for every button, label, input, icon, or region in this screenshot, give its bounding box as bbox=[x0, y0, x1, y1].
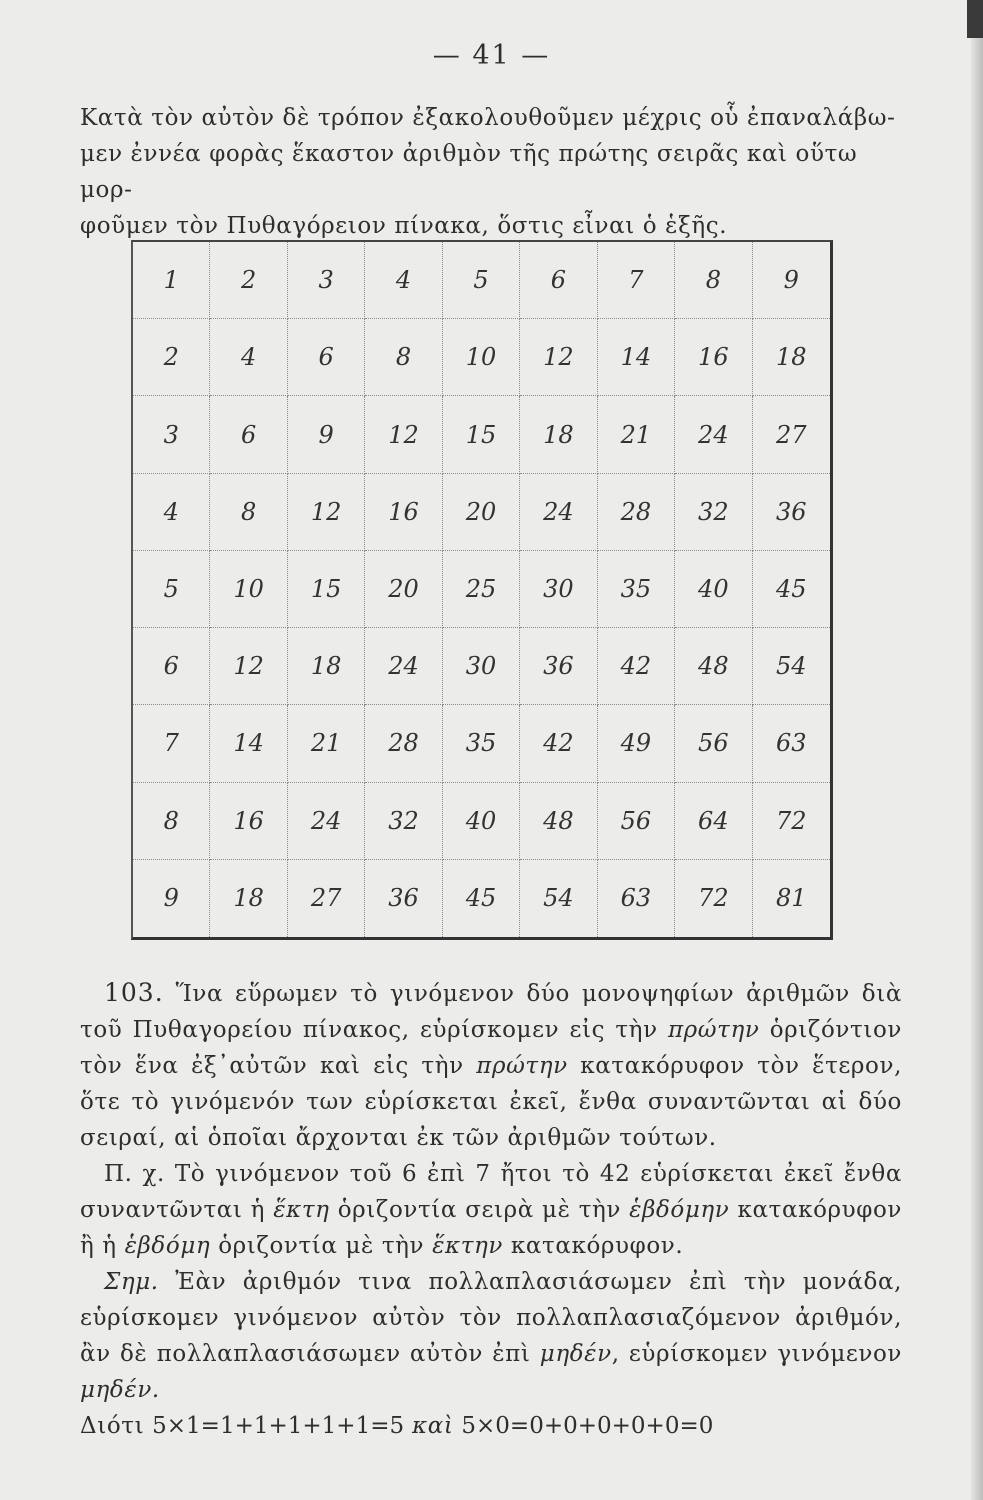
table-cell: 16 bbox=[210, 783, 287, 860]
text-run: κατακόρυφον τὸν ἕτερον, ὅτε τὸ γινόμενόν των εὑρίσκεται ἐκεῖ, ἔνθα συναντῶνται αἱ δύο σειραί, αἱ ὁποῖαι ἄρχονται ἐκ τῶν ἀριθμῶν τούτων. bbox=[80, 1053, 902, 1151]
table-cell: 24 bbox=[675, 396, 752, 473]
section-number: 103. bbox=[104, 978, 164, 1007]
table-cell: 8 bbox=[365, 319, 442, 396]
table-cell: 42 bbox=[598, 628, 675, 705]
table-cell: 2 bbox=[210, 242, 287, 319]
text-run: Ἵνα εὕρωμεν τὸ γινόμενον δύο μονοψηφίων ἀριθμῶν διὰ τοῦ Πυθαγορείου πίνακος, εὑρίσκομεν εἰς τὴν bbox=[80, 981, 902, 1043]
table-cell: 48 bbox=[675, 628, 752, 705]
table-cell: 42 bbox=[520, 705, 597, 782]
table-cell: 16 bbox=[365, 474, 442, 551]
table-cell: 40 bbox=[443, 783, 520, 860]
table-cell: 15 bbox=[288, 551, 365, 628]
table-cell: 72 bbox=[753, 783, 830, 860]
intro-paragraph bbox=[80, 100, 902, 244]
table-cell: 16 bbox=[675, 319, 752, 396]
table-cell: 40 bbox=[675, 551, 752, 628]
table-cell: 8 bbox=[210, 474, 287, 551]
text-run: , εὑρίσκομεν γινόμενον bbox=[611, 1341, 902, 1367]
table-cell: 7 bbox=[598, 242, 675, 319]
table-cell: 54 bbox=[520, 860, 597, 937]
table-cell: 25 bbox=[443, 551, 520, 628]
table-cell: 4 bbox=[210, 319, 287, 396]
table-cell: 9 bbox=[133, 860, 210, 937]
table-cell: 20 bbox=[365, 551, 442, 628]
table-cell: 35 bbox=[598, 551, 675, 628]
page-tab bbox=[967, 0, 983, 38]
table-cell: 6 bbox=[288, 319, 365, 396]
text-run: Π. χ. Τὸ γινόμενον τοῦ 6 ἐπὶ 7 ἤτοι τὸ 42 εὑρίσκεται ἐκεῖ ἔνθα συναντῶνται ἡ bbox=[80, 1161, 902, 1223]
text-run: ὁριζόντιον τὸν ἕνα ἐξ᾿αὐτῶν καὶ εἰς τὴν bbox=[80, 1017, 902, 1079]
emphasis-text: μηδέν. bbox=[80, 1377, 160, 1403]
table-cell: 32 bbox=[675, 474, 752, 551]
table-cell: 14 bbox=[210, 705, 287, 782]
section-103-paragraph bbox=[80, 975, 902, 1156]
table-cell: 5 bbox=[443, 242, 520, 319]
table-cell: 20 bbox=[443, 474, 520, 551]
table-cell: 45 bbox=[753, 551, 830, 628]
page-number: — 41 — bbox=[432, 40, 551, 71]
table-cell: 18 bbox=[288, 628, 365, 705]
table-cell: 14 bbox=[598, 319, 675, 396]
table-cell: 2 bbox=[133, 319, 210, 396]
emphasis-text: ἕκτην bbox=[432, 1233, 503, 1259]
table-cell: 6 bbox=[133, 628, 210, 705]
table-cell: 1 bbox=[133, 242, 210, 319]
intro-line: μεν ἐννέα φορὰς ἕκαστον ἀριθμὸν τῆς πρώτης σειρᾶς καὶ οὕτω μορ- bbox=[80, 141, 858, 203]
table-cell: 63 bbox=[598, 860, 675, 937]
table-cell: 45 bbox=[443, 860, 520, 937]
table-cell: 35 bbox=[443, 705, 520, 782]
table-cell: 12 bbox=[520, 319, 597, 396]
intro-line: Κατὰ τὸν αὐτὸν δὲ τρόπον ἐξακολουθοῦμεν μέχρις οὗ ἐπαναλάβω- bbox=[80, 105, 896, 131]
emphasis-text: ἑβδόμη bbox=[124, 1233, 211, 1259]
table-cell: 18 bbox=[520, 396, 597, 473]
table-cell: 36 bbox=[365, 860, 442, 937]
table-cell: 28 bbox=[598, 474, 675, 551]
table-cell: 30 bbox=[520, 551, 597, 628]
table-cell: 32 bbox=[365, 783, 442, 860]
text-run: κατακόρυφον ἢ ἡ bbox=[80, 1197, 902, 1259]
table-cell: 27 bbox=[753, 396, 830, 473]
note-paragraph bbox=[80, 1264, 902, 1408]
math-prefix: Διότι bbox=[80, 1413, 145, 1439]
table-cell: 30 bbox=[443, 628, 520, 705]
math-line bbox=[80, 1408, 902, 1444]
table-cell: 56 bbox=[675, 705, 752, 782]
emphasis-text: ἑβδόμην bbox=[629, 1197, 730, 1223]
emphasis-text: πρώτην bbox=[476, 1053, 568, 1079]
table-cell: 3 bbox=[133, 396, 210, 473]
table-cell: 6 bbox=[520, 242, 597, 319]
table-cell: 4 bbox=[365, 242, 442, 319]
table-cell: 6 bbox=[210, 396, 287, 473]
table-cell: 18 bbox=[753, 319, 830, 396]
table-cell: 64 bbox=[675, 783, 752, 860]
table-cell: 63 bbox=[753, 705, 830, 782]
example-paragraph bbox=[80, 1156, 902, 1264]
table-cell: 21 bbox=[598, 396, 675, 473]
table-cell: 49 bbox=[598, 705, 675, 782]
table-cell: 72 bbox=[675, 860, 752, 937]
text-run: Ἐὰν ἀριθμόν τινα πολλαπλασιάσωμεν ἐπὶ τὴν μονάδα, εὑρίσκομεν γινόμενον αὐτὸν τὸν πολλαπλασιαζόμενον ἀριθμόν, ἂν δὲ πολλαπλασιάσωμεν αὐτὸν ἐπὶ bbox=[80, 1269, 902, 1367]
intro-line: φοῦμεν τὸν Πυθαγόρειον πίνακα, ὅστις εἶναι ὁ ἑξῆς. bbox=[80, 213, 728, 239]
math-join: καὶ bbox=[412, 1413, 454, 1439]
table-cell: 28 bbox=[365, 705, 442, 782]
table-cell: 7 bbox=[133, 705, 210, 782]
table-cell: 21 bbox=[288, 705, 365, 782]
table-cell: 54 bbox=[753, 628, 830, 705]
math-expression: 5×1=1+1+1+1+1=5 bbox=[152, 1413, 405, 1439]
table-cell: 24 bbox=[520, 474, 597, 551]
table-cell: 27 bbox=[288, 860, 365, 937]
table-cell: 24 bbox=[365, 628, 442, 705]
table-cell: 9 bbox=[753, 242, 830, 319]
section-103 bbox=[80, 975, 902, 1444]
table-cell: 12 bbox=[288, 474, 365, 551]
table-cell: 8 bbox=[675, 242, 752, 319]
page-edge bbox=[971, 0, 983, 1500]
table-cell: 24 bbox=[288, 783, 365, 860]
table-cell: 12 bbox=[210, 628, 287, 705]
table-cell: 9 bbox=[288, 396, 365, 473]
math-expression: 5×0=0+0+0+0+0=0 bbox=[461, 1413, 714, 1439]
table-cell: 56 bbox=[598, 783, 675, 860]
table-cell: 10 bbox=[210, 551, 287, 628]
table-cell: 10 bbox=[443, 319, 520, 396]
table-cell: 81 bbox=[775, 884, 807, 913]
table-cell: 4 bbox=[133, 474, 210, 551]
emphasis-text: μηδέν bbox=[539, 1341, 612, 1367]
text-run: ὁριζοντία σειρὰ μὲ τὴν bbox=[337, 1197, 621, 1223]
table-cell: 3 bbox=[288, 242, 365, 319]
table-cell: 48 bbox=[520, 783, 597, 860]
table-cell: 12 bbox=[365, 396, 442, 473]
table-cell: 15 bbox=[443, 396, 520, 473]
table-cell: 36 bbox=[520, 628, 597, 705]
table-cell: 5 bbox=[133, 551, 210, 628]
note-label: Σημ. bbox=[104, 1269, 159, 1295]
text-run: κατακόρυφον. bbox=[510, 1233, 684, 1259]
text-run: ὁριζοντία μὲ τὴν bbox=[218, 1233, 425, 1259]
pythagorean-table bbox=[131, 240, 833, 940]
emphasis-text: πρώτην bbox=[667, 1017, 760, 1043]
table-cell: 18 bbox=[210, 860, 287, 937]
table-cell: 36 bbox=[753, 474, 830, 551]
table-cell: 8 bbox=[133, 783, 210, 860]
emphasis-text: ἕκτη bbox=[273, 1197, 330, 1223]
